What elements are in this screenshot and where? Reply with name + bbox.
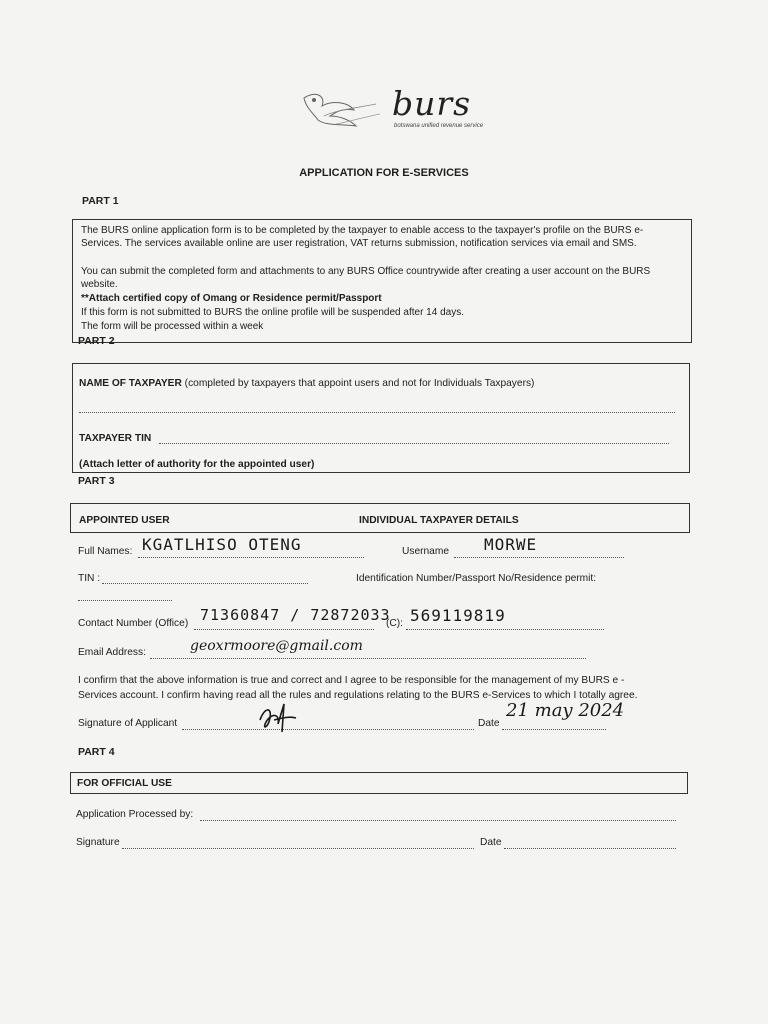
signature-applicant-field[interactable] xyxy=(182,729,474,730)
confirm-line1: I confirm that the above information is true and correct and I agree to be responsible for the management of my BURS e - xyxy=(78,675,625,686)
signature-applicant-label: Signature of Applicant xyxy=(78,718,178,729)
cell-field[interactable] xyxy=(406,629,604,630)
part2-heading: PART 2 xyxy=(78,335,115,347)
part1-line1: The BURS online application form is to be completed by the taxpayer to enable access to the taxpayer's profile on the BURS e- xyxy=(81,225,644,236)
part3-heading: PART 3 xyxy=(78,475,115,487)
form-title: APPLICATION FOR E-SERVICES xyxy=(299,167,469,179)
official-date-label: Date xyxy=(480,837,502,848)
confirm-line2: Services account. I confirm having read all the rules and regulations relating to the BURS e-Services to which I totally agree. xyxy=(78,690,638,701)
part3-header-box xyxy=(70,503,690,533)
cell-label: (C): xyxy=(386,618,403,629)
part1-box xyxy=(72,219,692,343)
taxpayer-tin-field[interactable] xyxy=(159,443,669,444)
username-value: MORWE xyxy=(484,535,538,554)
email-field[interactable] xyxy=(150,658,586,659)
part1-line2: Services. The services available online are user registration, VAT returns submission, notification services via email and SMS. xyxy=(81,238,637,249)
processed-by-label: Application Processed by: xyxy=(76,809,194,820)
taxpayer-name-note: (completed by taxpayers that appoint users and not for Individuals Taxpayers) xyxy=(184,378,535,389)
bird-emblem-icon xyxy=(296,86,392,140)
part2-box xyxy=(72,363,690,473)
taxpayer-name-row xyxy=(79,378,534,389)
processed-by-field[interactable] xyxy=(200,820,676,821)
appointed-user-label: APPOINTED USER xyxy=(79,515,170,526)
username-field[interactable] xyxy=(454,557,624,558)
individual-details-label: INDIVIDUAL TAXPAYER DETAILS xyxy=(359,515,519,526)
username-label: Username xyxy=(402,546,449,557)
tin-field[interactable] xyxy=(102,583,308,584)
logo-wordmark: burs xyxy=(392,84,472,123)
email-value: geoxrmoore@gmail.com xyxy=(190,638,363,654)
taxpayer-name-field[interactable] xyxy=(79,412,675,413)
full-names-value: KGATLHISO OTENG xyxy=(142,535,302,554)
part1-processed-note: The form will be processed within a week xyxy=(81,321,264,332)
date-field[interactable] xyxy=(502,729,606,730)
signature-mark-icon xyxy=(254,698,298,738)
part1-line4: website. xyxy=(81,279,118,290)
official-date-field[interactable] xyxy=(504,848,676,849)
contact-office-value: 71360847 / 72872033 xyxy=(200,606,391,624)
contact-office-field[interactable] xyxy=(194,629,374,630)
tin-label: TIN : xyxy=(78,573,101,584)
id-number-field[interactable] xyxy=(78,600,172,601)
contact-office-label: Contact Number (Office) xyxy=(78,618,189,629)
official-signature-label: Signature xyxy=(76,837,120,848)
part1-attach-note: **Attach certified copy of Omang or Residence permit/Passport xyxy=(81,293,382,304)
taxpayer-name-label: NAME OF TAXPAYER xyxy=(79,378,182,389)
email-label: Email Address: xyxy=(78,647,146,658)
part1-heading: PART 1 xyxy=(82,195,119,207)
official-use-box xyxy=(70,772,688,794)
authority-letter-note: (Attach letter of authority for the appointed user) xyxy=(79,459,315,470)
full-names-field[interactable] xyxy=(138,557,364,558)
id-number-label: Identification Number/Passport No/Residence permit: xyxy=(356,573,597,584)
burs-logo xyxy=(296,86,486,140)
taxpayer-tin-label: TAXPAYER TIN xyxy=(79,433,152,444)
part1-line3: You can submit the completed form and attachments to any BURS Office countrywide after creating a user account on the BURS xyxy=(81,266,651,277)
part4-heading: PART 4 xyxy=(78,746,115,758)
official-signature-field[interactable] xyxy=(122,848,474,849)
part1-suspend-note: If this form is not submitted to BURS the online profile will be suspended after 14 days. xyxy=(81,307,464,318)
full-names-label: Full Names: xyxy=(78,546,133,557)
date-label: Date xyxy=(478,718,500,729)
official-use-label: FOR OFFICIAL USE xyxy=(77,778,172,789)
cell-value: 569119819 xyxy=(410,606,506,625)
logo-tagline: botswana unified revenue service xyxy=(394,123,484,129)
date-value: 21 may 2024 xyxy=(506,700,625,721)
